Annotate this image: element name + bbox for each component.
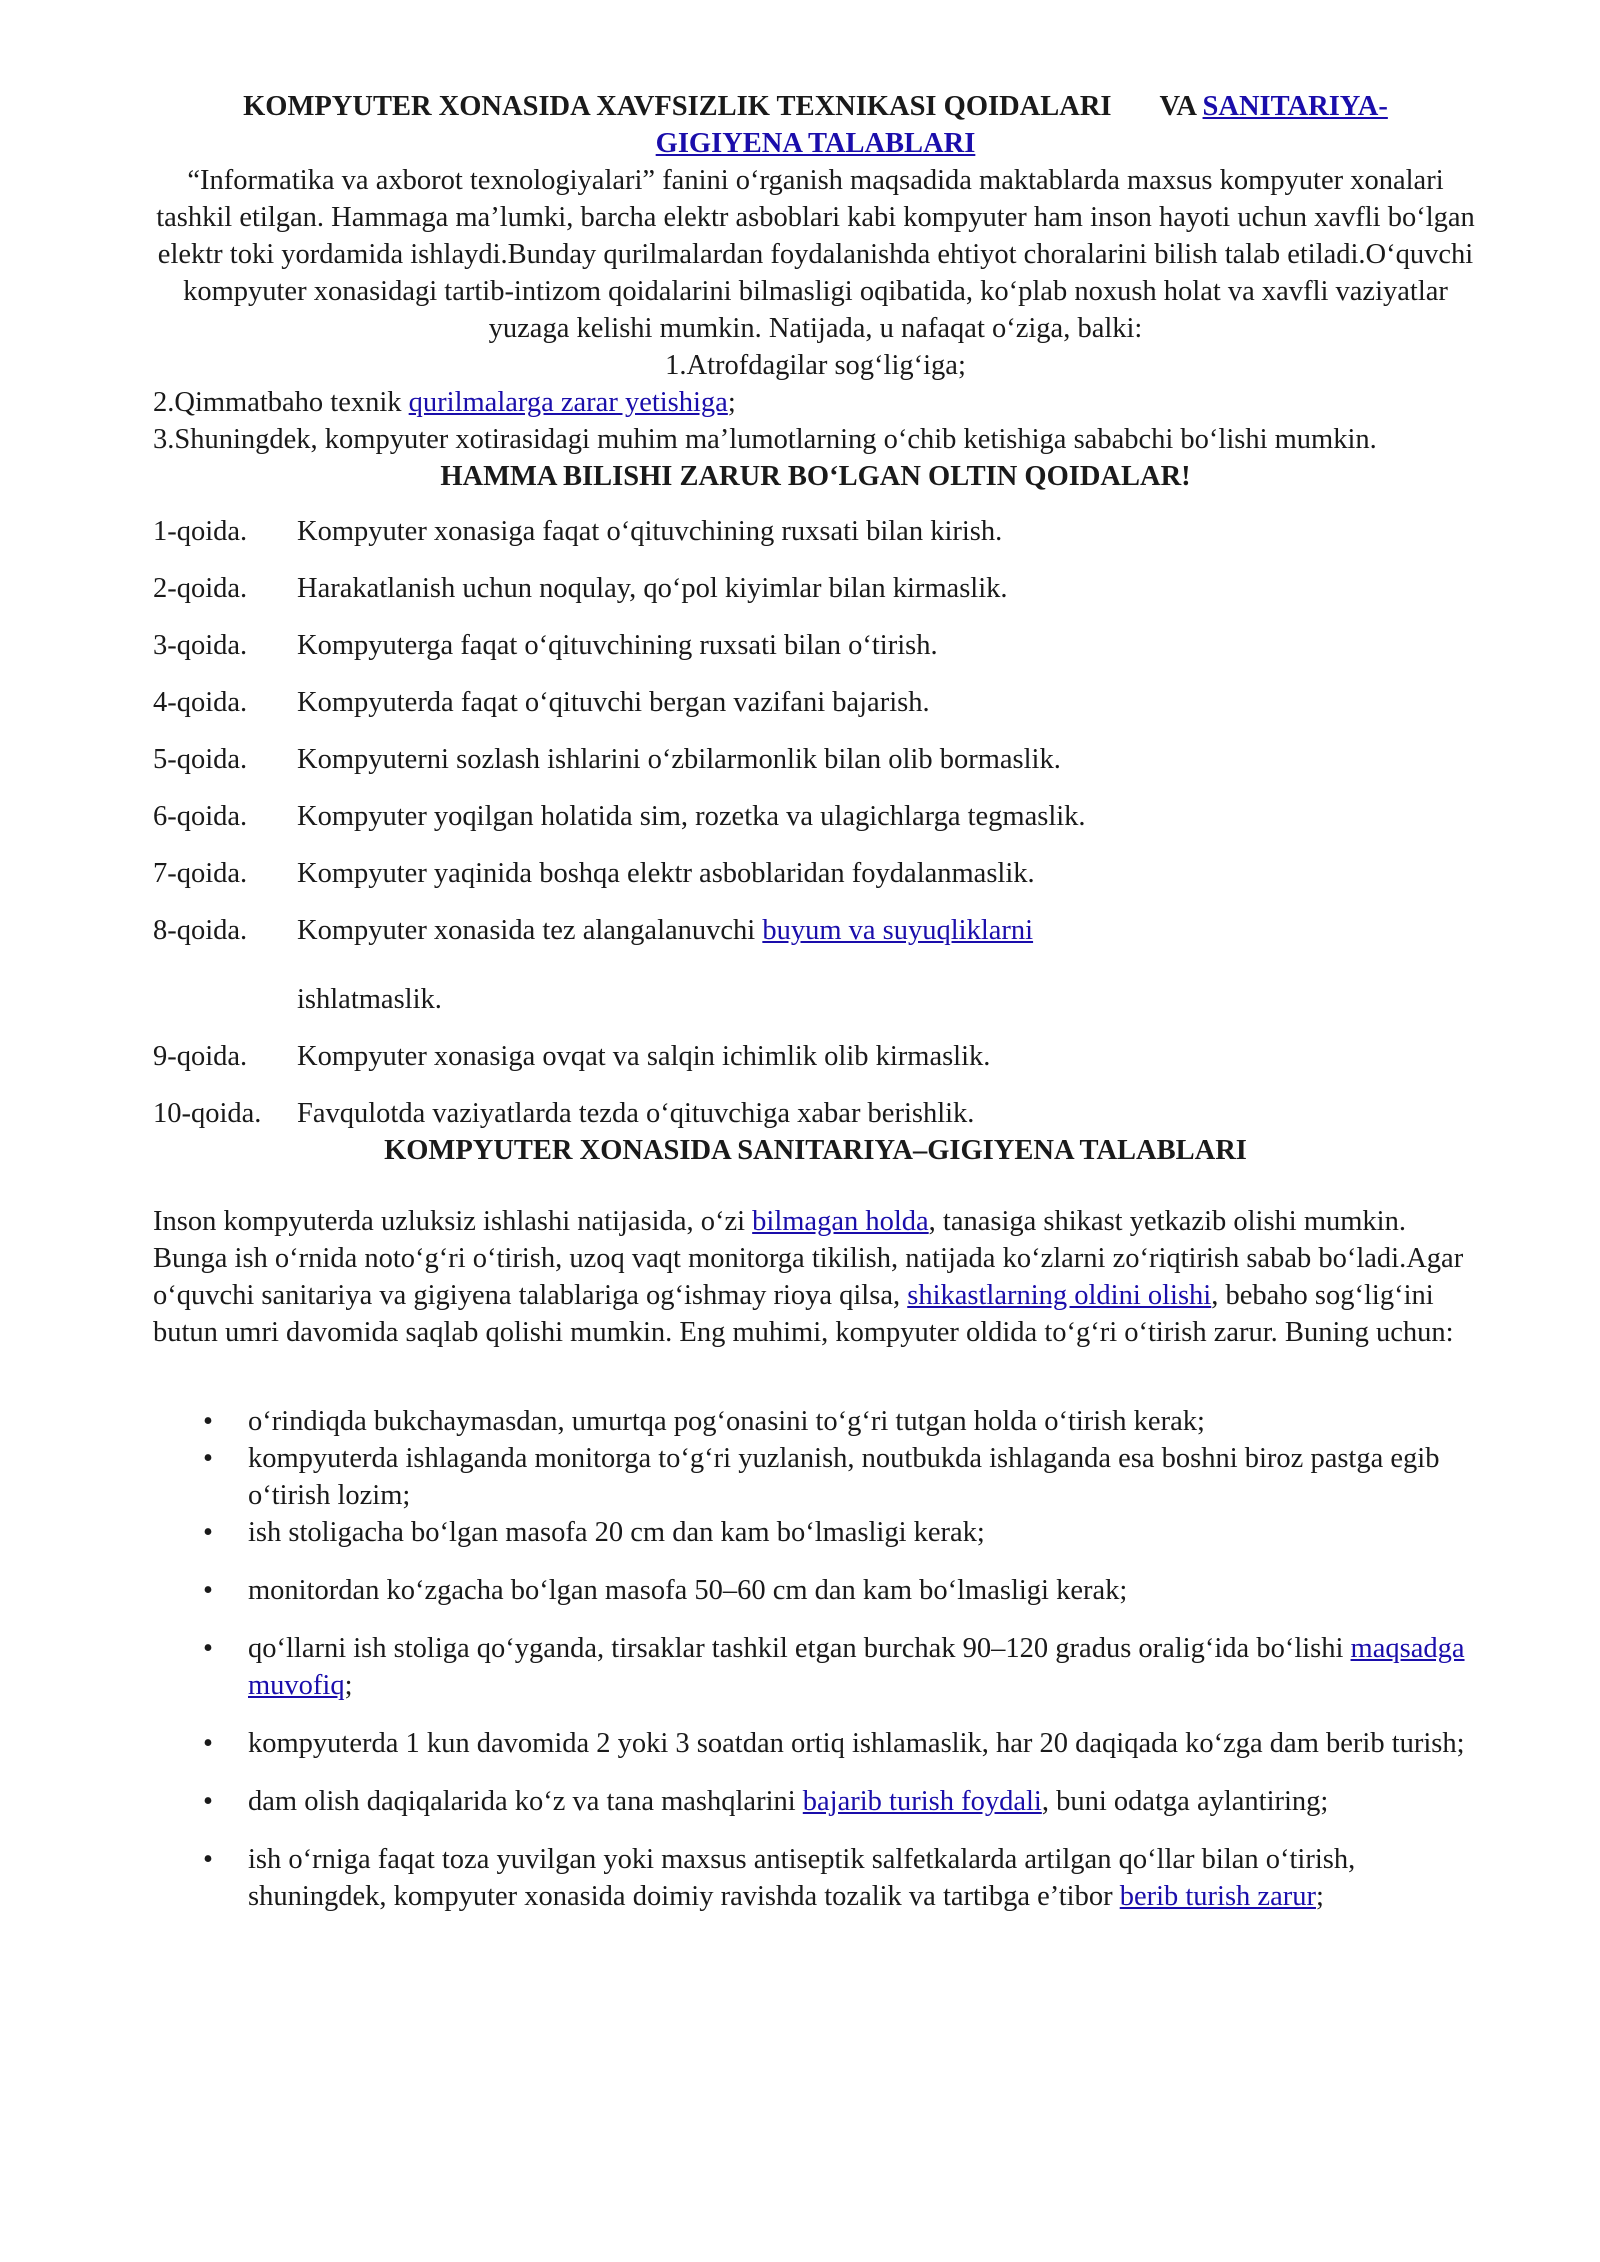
rule-number: 5-qoida. — [153, 744, 248, 775]
list-item-text: dam olish daqiqalarida ko‘z va tana mashqlarini — [248, 1786, 803, 1817]
page-title — [153, 88, 1478, 162]
list-item — [153, 1440, 1478, 1514]
list-item-end: ; — [1315, 1881, 1324, 1912]
rules-list — [153, 513, 1478, 1132]
list-item — [153, 1403, 1478, 1440]
sanitary-text-2: , tanasiga shikast yetkazib olishi mumkin. Bunga ish o‘rnida noto‘g‘ri o‘tirish, uzoq vaqt monitorga tikilish, natijada ko‘zlarni zo‘riqtirish sabab bo‘ladi.Agar o‘quvchi sanitariya va gigiyena talablariga og‘ishmay rioya qilsa, — [153, 1206, 1464, 1311]
bullet-icon: • — [203, 1443, 213, 1474]
rule-number: 8-qoida. — [153, 915, 248, 946]
sanitary-heading: KOMPYUTER XONASIDA SANITARIYA–GIGIYENA TALABLARI — [384, 1135, 1247, 1166]
rule-text-continuation: ishlatmaslik. — [297, 984, 442, 1015]
sanitary-text-3: , bebaho sog‘lig‘ini butun umri davomida saqlab qolishi mumkin. Eng muhimi, kompyuter oldida to‘g‘ri o‘tirish zarur. Buning uchun: — [153, 1280, 1454, 1348]
intro-paragraph: “Informatika va axborot texnologiyalari” fanini o‘rganish maqsadida maktablarda maxsus kompyuter xonalari tashkil etilgan. Hammaga ma’lumki, barcha elektr asboblari kabi kompyuter ham inson hayoti uchun xavfli bo‘lgan elektr toki yordamida ishlaydi.Bunday qurilmalardan foydalanishda ehtiyot choralarini bilish talab etiladi.O‘quvchi kompyuter xonasidagi tartib-intizom qoidalarini bilmasligi oqibatida, ko‘plab noxush holat va xavfli vaziyatlar yuzaga kelishi mumkin. Natijada, u nafaqat o‘ziga, balki: — [156, 165, 1475, 344]
rule-number: 6-qoida. — [153, 801, 248, 832]
bullet-link-maqsadga[interactable]: maqsadga muvofiq — [248, 1633, 1465, 1701]
rule-text: Kompyuter yoqilgan holatida sim, rozetka va ulagichlarga tegmaslik. — [297, 801, 1086, 832]
rule-text: Favqulotda vaziyatlarda tezda o‘qituvchiga xabar berishlik. — [297, 1098, 975, 1129]
rule-text: Kompyuterda faqat o‘qituvchi bergan vazifani bajarish. — [297, 687, 930, 718]
sanitary-link-shikast[interactable]: shikastlarning oldini olishi — [907, 1280, 1212, 1311]
spacer — [153, 1169, 1478, 1203]
title-link-gigiyena[interactable]: GIGIYENA TALABLARI — [655, 128, 976, 159]
rules-heading: HAMMA BILISHI ZARUR BO‘LGAN OLTIN QOIDALAR! — [440, 461, 1191, 492]
bullet-link-bajarib[interactable]: bajarib turish foydali — [802, 1786, 1042, 1817]
list-item-text: monitordan ko‘zgacha bo‘lgan masofa 50–60 cm dan kam bo‘lmasligi kerak; — [248, 1575, 1128, 1606]
rule-item — [153, 912, 1478, 1018]
list-item-text: kompyuterda ishlaganda monitorga to‘g‘ri yuzlanish, noutbukda ishlaganda esa boshni biroz pastga egib o‘tirish lozim; — [248, 1443, 1440, 1511]
rule-item — [153, 1038, 1478, 1075]
title-link-sanitariya[interactable]: SANITARIYA- — [1202, 91, 1388, 122]
rule-number: 7-qoida. — [153, 858, 248, 889]
intro-item-3: 3.Shuningdek, kompyuter xotirasidagi muhim ma’lumotlarning o‘chib ketishiga sababchi bo‘lishi mumkin. — [153, 424, 1377, 455]
rule-item — [153, 855, 1478, 892]
document-content — [153, 88, 1478, 1915]
list-item — [153, 1630, 1478, 1704]
list-item-text: qo‘llarni ish stoliga qo‘yganda, tirsaklar tashkil etgan burchak 90–120 gradus oralig‘ida bo‘lishi — [248, 1633, 1351, 1664]
intro-item-2-end: ; — [727, 387, 736, 418]
rule-text: Kompyuterni sozlash ishlarini o‘zbilarmonlik bilan olib bormaslik. — [297, 744, 1061, 775]
rule-number: 1-qoida. — [153, 516, 248, 547]
bullet-icon: • — [203, 1633, 213, 1664]
bullet-icon: • — [203, 1406, 213, 1437]
rule-text: Harakatlanish uchun noqulay, qo‘pol kiyimlar bilan kirmaslik. — [297, 573, 1008, 604]
rule-item — [153, 1095, 1478, 1132]
bullet-icon: • — [203, 1575, 213, 1606]
intro-item-2-text: 2.Qimmatbaho texnik — [153, 387, 409, 418]
rule-item — [153, 741, 1478, 778]
intro-item-2 — [153, 384, 1478, 421]
rule-number: 4-qoida. — [153, 687, 248, 718]
rule-number: 3-qoida. — [153, 630, 248, 661]
list-item — [153, 1572, 1478, 1609]
rule-item — [153, 513, 1478, 550]
sanitary-link-bilmagan[interactable]: bilmagan holda — [752, 1206, 929, 1237]
rule-text-start: Kompyuter xonasida tez alangalanuvchi — [297, 915, 763, 946]
rule-number: 2-qoida. — [153, 573, 248, 604]
list-item-text: ish o‘rniga faqat toza yuvilgan yoki maxsus antiseptik salfetkalarda artilgan qo‘llar bilan o‘tirish, shuningdek, kompyuter xonasida doimiy ravishda tozalik va tartibga e’tibor — [248, 1844, 1356, 1912]
rule-item — [153, 798, 1478, 835]
bullet-icon: • — [203, 1786, 213, 1817]
title-va: VA — [1159, 91, 1203, 122]
list-item-text: kompyuterda 1 kun davomida 2 yoki 3 soatdan ortiq ishlamaslik, har 20 daqiqada ko‘zga dam berib turish; — [248, 1728, 1465, 1759]
rule-number: 10-qoida. — [153, 1098, 262, 1129]
sanitary-paragraph — [153, 1203, 1478, 1351]
list-item-end: ; — [344, 1670, 353, 1701]
rule-text: Kompyuter xonasiga ovqat va salqin ichimlik olib kirmaslik. — [297, 1041, 991, 1072]
bullet-icon: • — [203, 1728, 213, 1759]
list-item — [153, 1514, 1478, 1551]
rule-text: Kompyuter yaqinida boshqa elektr asboblaridan foydalanmaslik. — [297, 858, 1035, 889]
rule-text — [297, 912, 1478, 1018]
list-item-text: o‘rindiqda bukchaymasdan, umurtqa pog‘onasini to‘g‘ri tutgan holda o‘tirish kerak; — [248, 1406, 1205, 1437]
rule-item — [153, 684, 1478, 721]
sanitary-text-1: Inson kompyuterda uzluksiz ishlashi natijasida, o‘zi — [153, 1206, 753, 1237]
rule-8-link[interactable]: buyum va suyuqliklarni — [762, 915, 1034, 946]
intro-item-1: 1.Atrofdagilar sog‘lig‘iga; — [665, 350, 966, 381]
rule-text: Kompyuter xonasiga faqat o‘qituvchining ruxsati bilan kirish. — [297, 516, 1003, 547]
list-item — [153, 1783, 1478, 1820]
requirements-list — [153, 1403, 1478, 1915]
list-item — [153, 1725, 1478, 1762]
list-item-end: , buni odatga aylantiring; — [1041, 1786, 1329, 1817]
rule-text: Kompyuterga faqat o‘qituvchining ruxsati bilan o‘tirish. — [297, 630, 938, 661]
bullet-icon: • — [203, 1517, 213, 1548]
intro-item-2-link[interactable]: qurilmalarga zarar yetishiga — [408, 387, 728, 418]
rule-item — [153, 570, 1478, 607]
title-text: KOMPYUTER XONASIDA XAVFSIZLIK TEXNIKASI QOIDALARI — [243, 91, 1112, 122]
bullet-link-berib[interactable]: berib turish zarur — [1119, 1881, 1316, 1912]
rule-item — [153, 627, 1478, 664]
rule-number: 9-qoida. — [153, 1041, 248, 1072]
bullet-icon: • — [203, 1844, 213, 1875]
list-item — [153, 1841, 1478, 1915]
list-item-text: ish stoligacha bo‘lgan masofa 20 cm dan kam bo‘lmasligi kerak; — [248, 1517, 985, 1548]
